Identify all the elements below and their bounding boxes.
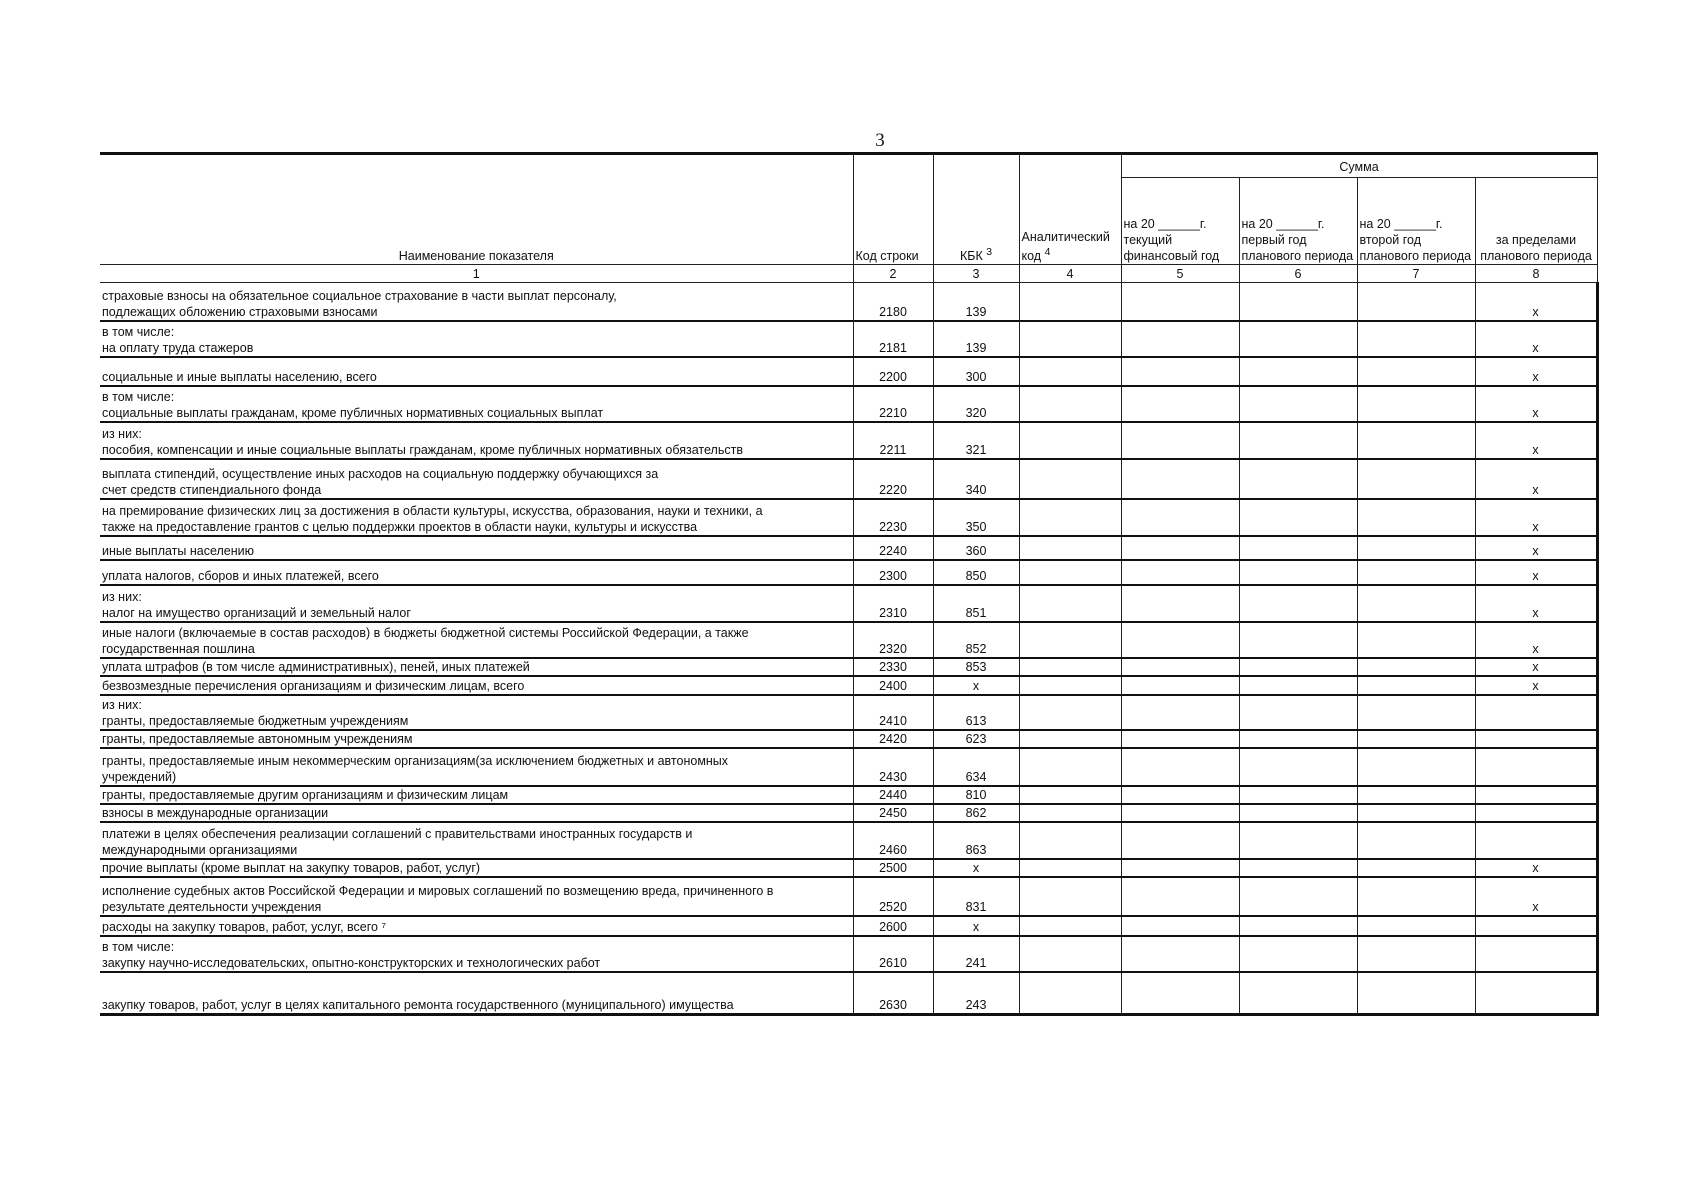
table-row [100,859,1597,877]
row-code: 2330 [853,658,933,676]
row-sum-first-plan-year [1239,386,1357,422]
row-code: 2230 [853,499,933,536]
row-sum-first-plan-year [1239,877,1357,916]
table-row [100,321,1597,357]
header-code-label: Код строки [855,249,919,263]
row-name-line: в том числе: [102,324,175,339]
row-sum-beyond-plan [1475,804,1597,822]
row-sum-first-plan-year [1239,622,1357,658]
row-sum-beyond-plan [1475,936,1597,972]
row-name-line: подлежащих обложению страховыми взносами [102,304,378,319]
row-sum-first-plan-year [1239,786,1357,804]
row-analytic-code [1019,422,1121,459]
column-number: 5 [1121,265,1239,283]
row-sum-second-plan-year [1357,695,1475,730]
table-row [100,972,1597,1015]
row-analytic-code [1019,321,1121,357]
row-sum-current-year [1121,321,1239,357]
header-analytic [1019,154,1121,265]
row-name [100,936,853,972]
row-name [100,536,853,560]
row-name [100,658,853,676]
row-code: 2300 [853,560,933,585]
row-sum-beyond-plan: x [1475,386,1597,422]
row-name-line: безвозмездные перечисления организациям и физическим лицам, всего [102,678,525,693]
row-code: 2450 [853,804,933,822]
row-sum-second-plan-year [1357,459,1475,499]
header-kbk-footnote: 3 [986,246,993,258]
header-sum6-post: г. [1317,217,1325,231]
header-sum-beyond-plan: за пределами планового периода [1475,178,1597,265]
row-kbk: 350 [933,499,1019,536]
row-analytic-code [1019,560,1121,585]
row-sum-second-plan-year [1357,936,1475,972]
table-row [100,730,1597,748]
row-sum-beyond-plan: x [1475,622,1597,658]
table-row [100,357,1597,386]
row-name [100,459,853,499]
row-name [100,859,853,877]
row-analytic-code [1019,357,1121,386]
row-kbk: 360 [933,536,1019,560]
report-sheet [100,152,1597,1016]
row-sum-beyond-plan: x [1475,560,1597,585]
column-number: 1 [100,265,853,283]
row-name-line: пособия, компенсации и иные социальные выплаты гражданам, кроме публичных нормативных обязательств [102,442,743,457]
row-analytic-code [1019,859,1121,877]
row-name-line: на премирование физических лиц за достижения в области культуры, искусства, образования, науки и техники, а [102,503,763,518]
row-sum-second-plan-year [1357,822,1475,859]
row-name-line: из них: [102,589,142,604]
header-analytic-label: Аналитический код [1021,229,1110,263]
row-sum-second-plan-year [1357,357,1475,386]
row-analytic-code [1019,585,1121,622]
row-sum-beyond-plan [1475,786,1597,804]
column-number-row [100,265,1597,283]
table-row [100,936,1597,972]
column-number: 3 [933,265,1019,283]
row-name [100,972,853,1015]
table-row [100,822,1597,859]
row-name-line: социальные выплаты гражданам, кроме публичных нормативных социальных выплат [102,405,604,420]
row-kbk: 241 [933,936,1019,972]
row-analytic-code [1019,622,1121,658]
row-sum-first-plan-year [1239,936,1357,972]
row-kbk: 139 [933,321,1019,357]
row-code: 2400 [853,676,933,695]
row-sum-current-year [1121,822,1239,859]
row-code: 2440 [853,786,933,804]
row-kbk: 862 [933,804,1019,822]
row-sum-current-year [1121,877,1239,916]
row-code: 2610 [853,936,933,972]
row-name-line: прочие выплаты (кроме выплат на закупку товаров, работ, услуг) [102,860,481,875]
row-analytic-code [1019,972,1121,1015]
row-sum-first-plan-year [1239,695,1357,730]
row-sum-beyond-plan: x [1475,321,1597,357]
row-sum-current-year [1121,459,1239,499]
header-sum7-pre: на 20 [1359,217,1391,231]
row-kbk: 321 [933,422,1019,459]
row-name [100,283,853,321]
row-name-line: государственная пошлина [102,641,255,656]
table-row [100,786,1597,804]
header-sum-first-plan-year: на 20 ______г. первый год планового периода [1239,178,1357,265]
row-name [100,560,853,585]
table-row [100,622,1597,658]
row-sum-current-year [1121,499,1239,536]
row-code: 2181 [853,321,933,357]
row-name-line: закупку товаров, работ, услуг в целях капитального ремонта государственного (муниципального) имущества [102,998,734,1012]
column-number: 4 [1019,265,1121,283]
row-analytic-code [1019,786,1121,804]
page-number: 3 [875,130,885,151]
row-sum-current-year [1121,622,1239,658]
row-kbk: 300 [933,357,1019,386]
row-sum-beyond-plan: x [1475,422,1597,459]
table-body [100,283,1597,1015]
row-sum-beyond-plan [1475,748,1597,786]
row-sum-beyond-plan [1475,822,1597,859]
header-name: Наименование показателя [100,154,853,265]
row-sum-second-plan-year [1357,748,1475,786]
row-kbk: 853 [933,658,1019,676]
header-sum6-rest: первый год планового периода [1241,233,1354,263]
row-sum-beyond-plan: x [1475,357,1597,386]
row-name-line: учреждений) [102,769,177,784]
row-kbk: 243 [933,972,1019,1015]
row-sum-beyond-plan: x [1475,877,1597,916]
row-analytic-code [1019,730,1121,748]
row-name-line: результате деятельности учреждения [102,899,322,914]
row-sum-second-plan-year [1357,916,1475,936]
row-sum-second-plan-year [1357,422,1475,459]
row-name-line: иные налоги (включаемые в состав расходов) в бюджеты бюджетной системы Российской Федерации, а также [102,625,749,640]
table-row [100,499,1597,536]
row-sum-first-plan-year [1239,730,1357,748]
table-row [100,804,1597,822]
row-name [100,585,853,622]
row-sum-beyond-plan [1475,695,1597,730]
row-analytic-code [1019,804,1121,822]
row-sum-beyond-plan: x [1475,499,1597,536]
header-sum7-rest: второй год планового периода [1359,233,1472,263]
row-name [100,357,853,386]
row-code: 2220 [853,459,933,499]
row-analytic-code [1019,499,1121,536]
row-name-line: на оплату труда стажеров [102,340,254,355]
row-sum-beyond-plan: x [1475,536,1597,560]
row-sum-beyond-plan [1475,916,1597,936]
row-kbk: 320 [933,386,1019,422]
row-sum-current-year [1121,972,1239,1015]
header-analytic-footnote: 4 [1044,246,1051,258]
table-row [100,283,1597,321]
table-row [100,748,1597,786]
row-sum-beyond-plan: x [1475,585,1597,622]
row-name [100,786,853,804]
row-name-line: счет средств стипендиального фонда [102,482,322,497]
row-sum-second-plan-year [1357,622,1475,658]
row-sum-current-year [1121,916,1239,936]
row-analytic-code [1019,822,1121,859]
row-name [100,804,853,822]
table-row [100,676,1597,695]
header-kbk-label: КБК [959,249,983,263]
row-sum-first-plan-year [1239,283,1357,321]
row-sum-first-plan-year [1239,804,1357,822]
table-row [100,560,1597,585]
row-sum-first-plan-year [1239,321,1357,357]
row-analytic-code [1019,877,1121,916]
row-kbk: x [933,859,1019,877]
row-sum-current-year [1121,748,1239,786]
column-number: 7 [1357,265,1475,283]
row-code: 2320 [853,622,933,658]
table-row [100,585,1597,622]
row-sum-first-plan-year [1239,357,1357,386]
row-kbk: 851 [933,585,1019,622]
row-name [100,730,853,748]
row-sum-first-plan-year [1239,676,1357,695]
row-name [100,695,853,730]
row-sum-beyond-plan: x [1475,859,1597,877]
row-code: 2410 [853,695,933,730]
row-code: 2600 [853,916,933,936]
row-sum-current-year [1121,560,1239,585]
header-sum5-rest: текущий финансовый год [1123,233,1220,263]
row-analytic-code [1019,936,1121,972]
row-name [100,676,853,695]
row-name [100,386,853,422]
row-analytic-code [1019,695,1121,730]
row-kbk: 613 [933,695,1019,730]
row-sum-second-plan-year [1357,804,1475,822]
table-row [100,658,1597,676]
row-sum-current-year [1121,936,1239,972]
table-row [100,459,1597,499]
row-name-line: взносы в международные организации [102,805,329,820]
row-name [100,916,853,936]
row-name-line: гранты, предоставляемые автономным учреждениям [102,731,413,746]
row-sum-current-year [1121,283,1239,321]
row-sum-current-year [1121,859,1239,877]
row-sum-beyond-plan [1475,730,1597,748]
row-sum-first-plan-year [1239,916,1357,936]
row-name [100,422,853,459]
row-name-line: уплата налогов, сборов и иных платежей, всего [102,568,379,583]
row-sum-beyond-plan: x [1475,283,1597,321]
row-name [100,499,853,536]
row-sum-current-year [1121,357,1239,386]
row-sum-current-year [1121,676,1239,695]
row-sum-first-plan-year [1239,748,1357,786]
row-kbk: 623 [933,730,1019,748]
row-sum-first-plan-year [1239,536,1357,560]
row-sum-first-plan-year [1239,658,1357,676]
header-sum-current-year: на 20 ______г. текущий финансовый год [1121,178,1239,265]
row-sum-current-year [1121,786,1239,804]
row-analytic-code [1019,283,1121,321]
row-sum-second-plan-year [1357,972,1475,1015]
row-sum-second-plan-year [1357,560,1475,585]
header-sum5-post: г. [1199,217,1207,231]
row-sum-second-plan-year [1357,676,1475,695]
row-code: 2310 [853,585,933,622]
row-code: 2420 [853,730,933,748]
row-sum-second-plan-year [1357,321,1475,357]
row-code: 2460 [853,822,933,859]
row-sum-current-year [1121,658,1239,676]
row-analytic-code [1019,748,1121,786]
row-sum-second-plan-year [1357,536,1475,560]
row-sum-current-year [1121,695,1239,730]
row-name [100,877,853,916]
row-code: 2630 [853,972,933,1015]
row-sum-beyond-plan: x [1475,676,1597,695]
row-name-line: социальные и иные выплаты населению, всего [102,369,377,384]
row-name-line: уплата штрафов (в том числе административных), пеней, иных платежей [102,659,530,674]
row-name-line: налог на имущество организаций и земельный налог [102,605,411,620]
row-kbk: 340 [933,459,1019,499]
row-sum-first-plan-year [1239,459,1357,499]
column-number: 2 [853,265,933,283]
row-code: 2200 [853,357,933,386]
row-name-line: исполнение судебных актов Российской Федерации и мировых соглашений по возмещению вреда, причиненного в [102,883,774,898]
row-code: 2520 [853,877,933,916]
row-sum-first-plan-year [1239,859,1357,877]
table-row [100,536,1597,560]
column-number: 6 [1239,265,1357,283]
row-sum-current-year [1121,585,1239,622]
row-sum-first-plan-year [1239,585,1357,622]
header-code [853,154,933,265]
row-analytic-code [1019,676,1121,695]
row-name-line: иные выплаты населению [102,543,254,558]
row-kbk: x [933,676,1019,695]
row-sum-second-plan-year [1357,730,1475,748]
table-row [100,695,1597,730]
row-sum-current-year [1121,536,1239,560]
row-sum-second-plan-year [1357,283,1475,321]
header-sum6-pre: на 20 [1241,217,1273,231]
row-sum-second-plan-year [1357,658,1475,676]
row-sum-current-year [1121,386,1239,422]
row-name-line: гранты, предоставляемые иным некоммерческим организациям(за исключением бюджетных и автономных [102,753,729,768]
row-name-line: гранты, предоставляемые другим организациям и физическим лицам [102,787,509,802]
row-kbk: x [933,916,1019,936]
header-sum7-post: г. [1435,217,1443,231]
row-name [100,748,853,786]
row-sum-first-plan-year [1239,422,1357,459]
row-name-line: в том числе: [102,939,175,954]
row-kbk: 852 [933,622,1019,658]
header-sum-second-plan-year: на 20 ______г. второй год планового периода [1357,178,1475,265]
row-name [100,321,853,357]
column-number: 8 [1475,265,1597,283]
row-kbk: 850 [933,560,1019,585]
row-name-line: выплата стипендий, осуществление иных расходов на социальную поддержку обучающихся за [102,466,659,481]
row-kbk: 139 [933,283,1019,321]
row-name [100,622,853,658]
row-sum-second-plan-year [1357,499,1475,536]
table-row [100,877,1597,916]
row-sum-second-plan-year [1357,585,1475,622]
table-row [100,386,1597,422]
row-name-line: страховые взносы на обязательное социальное страхование в части выплат персоналу, [102,288,617,303]
row-sum-second-plan-year [1357,386,1475,422]
row-sum-first-plan-year [1239,499,1357,536]
row-name-line: в том числе: [102,389,175,404]
row-name-line: закупку научно-исследовательских, опытно-конструкторских и технологических работ [102,955,601,970]
expenses-table [100,152,1599,1016]
row-code: 2430 [853,748,933,786]
row-name-line: международными организациями [102,842,298,857]
row-sum-second-plan-year [1357,877,1475,916]
row-sum-current-year [1121,804,1239,822]
row-analytic-code [1019,386,1121,422]
header-kbk [933,154,1019,265]
row-sum-beyond-plan: x [1475,658,1597,676]
row-analytic-code [1019,658,1121,676]
row-name-line: платежи в целях обеспечения реализации соглашений с правительствами иностранных государств и [102,826,693,841]
row-sum-second-plan-year [1357,786,1475,804]
row-analytic-code [1019,536,1121,560]
row-sum-second-plan-year [1357,859,1475,877]
header-sum-group: Сумма [1121,154,1597,178]
row-sum-current-year [1121,730,1239,748]
header-sum5-pre: на 20 [1123,217,1155,231]
table-row [100,422,1597,459]
row-code: 2240 [853,536,933,560]
row-sum-first-plan-year [1239,972,1357,1015]
row-sum-first-plan-year [1239,822,1357,859]
table-row [100,916,1597,936]
row-code: 2180 [853,283,933,321]
row-name-line: расходы на закупку товаров, работ, услуг, всего ⁷ [102,919,386,934]
row-sum-current-year [1121,422,1239,459]
row-code: 2210 [853,386,933,422]
row-code: 2500 [853,859,933,877]
row-sum-beyond-plan: x [1475,459,1597,499]
row-name [100,822,853,859]
row-kbk: 863 [933,822,1019,859]
row-sum-beyond-plan [1475,972,1597,1015]
row-sum-first-plan-year [1239,560,1357,585]
row-name-line: также на предоставление грантов с целью поддержки проектов в области науки, культуры и искусства [102,519,698,534]
row-name-line: гранты, предоставляемые бюджетным учреждениям [102,713,409,728]
row-name-line: из них: [102,697,142,712]
row-kbk: 634 [933,748,1019,786]
row-analytic-code [1019,916,1121,936]
row-name-line: из них: [102,426,142,441]
row-kbk: 831 [933,877,1019,916]
row-kbk: 810 [933,786,1019,804]
row-code: 2211 [853,422,933,459]
row-analytic-code [1019,459,1121,499]
